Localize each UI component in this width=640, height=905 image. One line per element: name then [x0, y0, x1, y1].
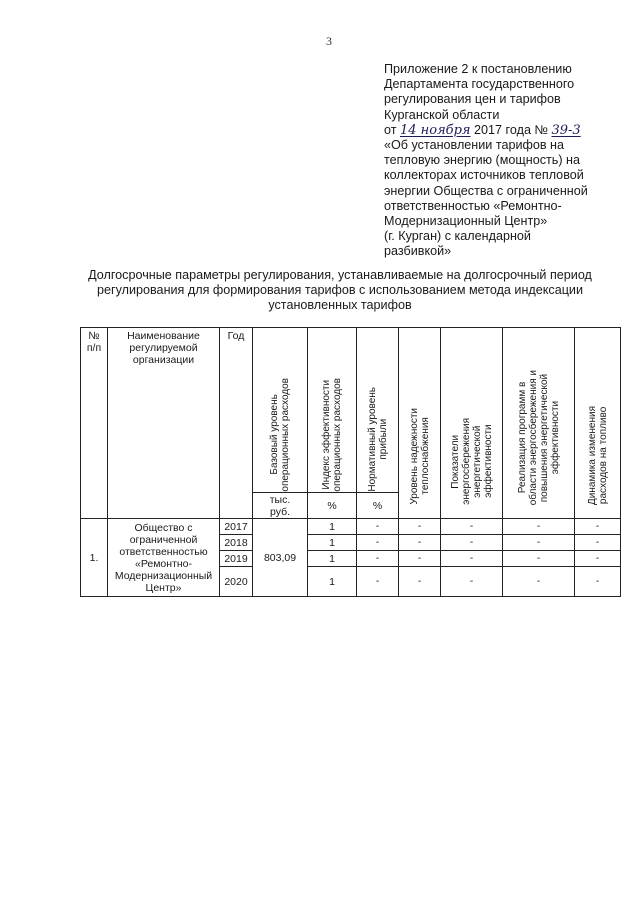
unit-base-cost: тыс. руб. — [253, 493, 308, 519]
org-name: Общество с ограниченной ответственностью «Ремонтно- Модернизационный Центр» — [108, 519, 220, 597]
header-profit-level: Нормативный уровень прибыли — [357, 328, 399, 493]
header-reliability: Уровень надежности теплоснабжения — [399, 328, 441, 519]
program-cell: - — [503, 551, 575, 567]
reliability-cell: - — [399, 567, 441, 597]
program-cell: - — [503, 535, 575, 551]
row-number: 1. — [81, 519, 108, 597]
appendix-line: Приложение 2 к постановлению — [384, 62, 572, 76]
profit-cell: - — [357, 567, 399, 597]
table-header-row — [81, 328, 621, 493]
header-fuel-dynamics: Динамика изменения расходов на топливо — [575, 328, 621, 519]
page-number: 3 — [326, 34, 332, 48]
subject-line: разбивкой» — [384, 244, 452, 259]
base-cost-value: 803,09 — [253, 519, 308, 597]
program-cell: - — [503, 567, 575, 597]
subject-line: Модернизационный Центр» — [384, 214, 548, 229]
subject-line: ответственностью «Ремонтно- — [384, 198, 562, 213]
subject-line: энергии Общества с ограниченной — [384, 183, 588, 198]
header-org: Наименование регулируемой организации — [108, 328, 220, 519]
header-num: № п/п — [81, 328, 108, 519]
header-program: Реализация программ в области энергосбережения и повышения энергетической эффективности — [503, 328, 575, 519]
year-cell: 2017 — [220, 519, 253, 535]
profit-cell: - — [357, 535, 399, 551]
header-base-cost: Базовый уровень операционных расходов — [253, 328, 308, 493]
saving-cell: - — [441, 535, 503, 551]
index-cell: 1 — [308, 535, 357, 551]
index-cell: 1 — [308, 567, 357, 597]
appendix-line: регулирования цен и тарифов — [384, 92, 561, 107]
saving-cell: - — [441, 551, 503, 567]
appendix-date-line — [384, 123, 634, 138]
unit-efficiency-index: % — [308, 493, 357, 519]
appendix-line: Курганской области — [384, 107, 500, 122]
reliability-cell: - — [399, 519, 441, 535]
index-cell: 1 — [308, 519, 357, 535]
year-text: 2017 года № — [474, 122, 548, 137]
subject-line: «Об установлении тарифов на — [384, 138, 565, 153]
title-line: регулирования для формирования тарифов с использованием метода индексации — [97, 283, 583, 298]
fuel-cell: - — [575, 567, 621, 597]
reliability-cell: - — [399, 551, 441, 567]
saving-cell: - — [441, 519, 503, 535]
fuel-cell: - — [575, 535, 621, 551]
parameters-table — [80, 327, 621, 597]
handwritten-date: 14 ноября — [400, 122, 471, 138]
header-year: Год — [220, 328, 253, 519]
handwritten-number: 39-3 — [551, 122, 581, 138]
saving-cell: - — [441, 567, 503, 597]
profit-cell: - — [357, 519, 399, 535]
subject-line: коллекторах источников тепловой — [384, 168, 584, 183]
from-label: от — [384, 122, 397, 137]
appendix-block — [384, 62, 634, 260]
program-cell: - — [503, 519, 575, 535]
subject-line: (г. Курган) с календарной — [384, 229, 531, 244]
appendix-line: Департамента государственного — [384, 77, 575, 92]
table-row — [81, 519, 621, 535]
year-cell: 2020 — [220, 567, 253, 597]
subject-line: тепловую энергию (мощность) на — [384, 153, 581, 168]
year-cell: 2018 — [220, 535, 253, 551]
reliability-cell: - — [399, 535, 441, 551]
header-energy-saving: Показатели энергосбережения энергетической эффективности — [441, 328, 503, 519]
header-efficiency-index: Индекс эффективности операционных расходов — [308, 328, 357, 493]
fuel-cell: - — [575, 551, 621, 567]
profit-cell: - — [357, 551, 399, 567]
title-line: Долгосрочные параметры регулирования, устанавливаемые на долгосрочный период — [88, 268, 592, 282]
year-cell: 2019 — [220, 551, 253, 567]
fuel-cell: - — [575, 519, 621, 535]
unit-profit-level: % — [357, 493, 399, 519]
title-line: установленных тарифов — [268, 298, 412, 313]
document-title — [70, 268, 610, 314]
index-cell: 1 — [308, 551, 357, 567]
